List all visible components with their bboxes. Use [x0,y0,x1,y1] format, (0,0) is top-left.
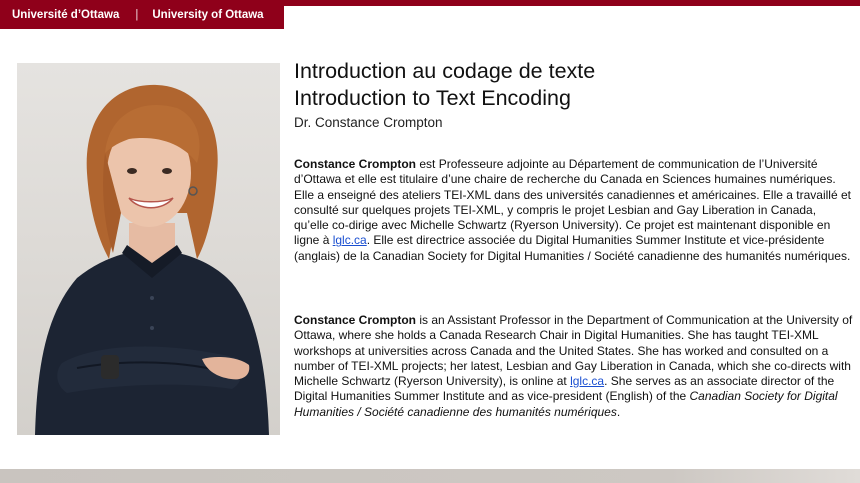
presentation-title [294,58,595,112]
bio-french [294,157,854,264]
bio-en-name: Constance Crompton [294,313,417,327]
bio-en-text-2: . She serves as an associate director of the Digital Humanities Summer Institute and as vice-president (English) of the [294,374,835,404]
bio-en-text-1: is an Assistant Professor in the Department of Communication at the University of Ottawa, where she holds a Canada Research Chair in Digital Humanities. She has taught TEI-XML workshops at universities across Canada and the United States. She has worked and consulted on a number of TEI-XML projects; her latest, Lesbian and Gay Liberation in Canada, which she co-directs with Michelle Schwartz (Ryerson University), is online at [294,313,853,389]
bio-en-link[interactable]: lglc.ca [570,374,605,389]
header-accent-line [284,0,860,6]
title-english: Introduction to Text Encoding [294,86,571,110]
speaker-photo [17,63,280,435]
university-header-bar [0,0,284,29]
bio-fr-link[interactable]: lglc.ca [332,233,367,248]
bio-fr-text-1: est Professeure adjointe au Département de communication de l’Université d’Ottawa et elle est titulaire d’une chaire de recherche du Canada en Sciences humaines numériques. Elle a enseigné des ateliers TEI-XML dans des universités canadiennes et américaines. Elle a travaillé et consulté sur quelques projets TEI-XML, y compris le projet Lesbian and Gay Liberation in Canada, qu’elle co-dirige avec Michelle Schwartz (Ryerson University). Ce projet est maintenant disponible en ligne à [294,157,851,248]
title-french: Introduction au codage de texte [294,59,596,83]
speaker-portrait-illustration [17,63,280,435]
bio-en-society: Canadian Society for Digital Humanities / Société canadienne des humanités numériques [294,389,838,419]
bio-fr-name: Constance Crompton [294,157,417,171]
bio-en-text-3: . [616,404,621,419]
footer-bar [0,469,860,483]
university-name-fr: Université d’Ottawa [12,8,120,21]
bio-english [294,313,854,420]
header-separator: | [135,8,139,21]
university-name-en: University of Ottawa [152,8,264,21]
bio-fr-text-2: . Elle est directrice associée du Digital Humanities Summer Institute et vice-présidente (anglais) de la Canadian Society for Digital Humanities / Société canadienne des humanités numériques. [294,233,851,263]
speaker-name: Dr. Constance Crompton [294,115,443,130]
